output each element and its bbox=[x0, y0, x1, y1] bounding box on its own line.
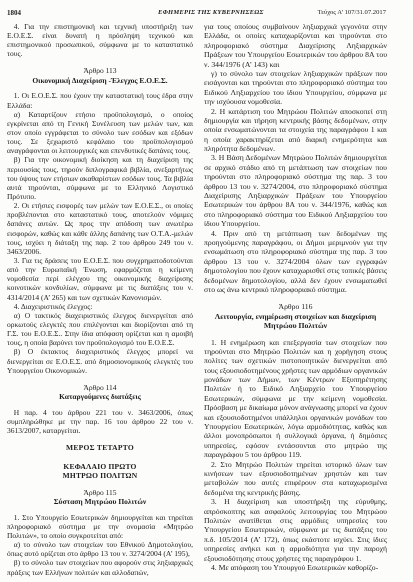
chapter-title: ΜΗΤΡΩΟ ΠΟΛΙΤΩΝ bbox=[62, 470, 138, 480]
article-116-paragraph: 4. Με απόφαση του Υπουργού Εσωτερικών καθορίζο- bbox=[210, 562, 379, 572]
article-115-paragraph: 4. Πριν από τη μετάπτωση των δεδομένων της προηγούμενης παραγράφου, οι Δήμοι μεριμνούν για την ενσωμάτωση στο πληροφοριακό σύστημα της παρ. 3 του άρθρου 13 του ν. 3274/2004 όλων των εγγραφών δημοτολογίου που έχουν καταχωρισθεί στις τοπικές βάσεις δεδομένων δημοτολογίου, αλλά δεν έχουν ενσωματωθεί στο ως άνω κεντρικό πληροφοριακό σύστημα. bbox=[204, 228, 387, 294]
part-heading: ΜΕΡΟΣ ΤΕΤΑΡΤΟ bbox=[65, 443, 135, 453]
article-title: Λειτουργία, ενημέρωση στοιχείων και διαχείριση Μητρώου Πολιτών bbox=[214, 311, 377, 331]
issue-reference: Τεύχος Α’ 107/31.07.2017 bbox=[317, 9, 386, 16]
article-115-paragraph: α) το σύνολο των στοιχείων του Εθνικού Δημοτολογίου, όπως αυτό ορίζεται στο άρθρο 13 του ν. 3274/2004 (Α’ 195), bbox=[7, 540, 193, 559]
article-116-paragraph: 2. Στο Μητρώο Πολιτών τηρείται ιστορικό όλων των κινήσεων των εξουσιοδοτημένων χρηστών και των μεταβολών που αυτές επιφέρουν στα καταχωρισμένα δεδομένα της κεντρικής βάσης. bbox=[204, 459, 387, 497]
article-number: Άρθρο 113 bbox=[83, 66, 117, 76]
article-115-paragraph: 1. Στο Υπουργείο Εσωτερικών δημιουργείται και τηρείται πληροφοριακό σύστημα με την ονομασία «Μητρώο Πολιτών», το οποίο συγκροτείται από: bbox=[7, 512, 193, 541]
article-title: Σύσταση Μητρώου Πολιτών bbox=[53, 496, 147, 506]
chapter-heading: ΚΕΦΑΛΑΙΟ ΠΡΩΤΟ bbox=[63, 461, 137, 471]
article-113-paragraph: α) Ο τακτικός διαχειριστικός έλεγχος διενεργείται από ορκωτούς ελεγκτές που επιλέγονται και διορίζονται από τη Γ.Σ. του Ε.Ο.Ε.Σ.. Στην ίδια απόφαση ορίζεται και η αμοιβή τους, η οποία βαρύνει τον προϋπολογισμό του Ε.Ο.Ε.Σ. bbox=[7, 310, 193, 348]
paragraph: 4. Για την επιστημονική και τεχνική υποστήριξη των Ε.Ο.Ε.Σ. είναι δυνατή η πρόσληψη τεχνικού και επιστημονικού προσωπικού, σύμφωνα με το καταστατικό τους. bbox=[7, 22, 193, 59]
gazette-title: ΕΦΗΜΕΡΙΣ ΤΗΣ ΚΥΒΕΡΝΗΣΕΩΣ bbox=[158, 9, 264, 16]
article-114-paragraph: Η παρ. 4 του άρθρου 221 του ν. 3463/2006, όπως συμπληρώθηκε με την παρ. 16 του άρθρου 22 του ν. 3613/2007, καταργείται. bbox=[7, 407, 193, 436]
article-115-paragraph: 3. Η Βάση Δεδομένων Μητρώου Πολιτών δημιουργείται σε αρχικό στάδιο από τη μετάπτωση των στοιχείων που τηρούνται στο πληροφοριακό σύστημα της παρ. 3 του άρθρου 13 του ν. 3274/2004, στο πληροφοριακό σύστημα Διαχείρισης Ληξιαρχικών Πράξεων του Υπουργείου Εσωτερικών του άρθρου 8Α του ν. 344/1976, καθώς και στο πληροφοριακό σύστημα του Ειδικού Ληξιαρχείου του ίδιου Υπουργείου. bbox=[204, 153, 387, 229]
article-number: Άρθρο 116 bbox=[278, 302, 313, 312]
article-113-paragraph: α) Καταρτίζουν ετήσιο προϋπολογισμό, ο οποίος εγκρίνεται από τη Γενική Συνέλευση των μελών των, και στον οποίο εγγράφεται το σύνολο των εσόδων και εξόδων τους. Σε ξεχωριστό κεφάλαιο του προϋπολογισμού αναγράφονται οι λειτουργικές και επενδυτικές δαπάνες τους. bbox=[7, 109, 193, 156]
article-title: Οικονομική Διαχείριση -Έλεγχος Ε.Ο.Ε.Σ. bbox=[32, 75, 168, 85]
article-115-paragraph: γ) το σύνολο των στοιχείων ληξιαρχικών πράξεων που εισάγονται και τηρούνται στο πληροφοριακό σύστημα του Ειδικού Ληξιαρχείου του ίδιου Υπουργείου, σύμφωνα με την ισχύουσα νομοθεσία. bbox=[204, 68, 387, 107]
left-column bbox=[7, 22, 193, 577]
article-113-paragraph: 1. Οι Ε.Ο.Ε.Σ. που έχουν την καταστατική τους έδρα στην Ελλάδα: bbox=[7, 91, 193, 110]
article-115-paragraph: β) το σύνολο των στοιχείων που αφορούν στις ληξιαρχικές πράξεις των Ελλήνων πολιτών και αλλοδαπών, bbox=[7, 558, 193, 577]
article-113-paragraph: 4. Διαχειριστικός έλεγχος: bbox=[13, 301, 93, 311]
article-116-paragraph: 3. Η διαχείριση και υποστήριξη της εύρυθμης, απρόσκοπτης και ασφαλούς λειτουργίας του Μητρώου Πολιτών ανατίθεται στις αρμόδιες υπηρεσίες του Υπουργείου Εσωτερικών, σύμφωνα με τις διατάξεις του π.δ. 105/2014 (Α’ 172), όπως εκάστοτε ισχύει. Στις ίδιες υπηρεσίες ανήκει και η αρμοδιότητα για την παροχή εξουσιοδότησης στους χρήστες της παραγράφου 1. bbox=[204, 497, 387, 563]
article-116-paragraph: 1. Η ενημέρωση και επεξεργασία των στοιχείων που τηρούνται στο Μητρώο Πολιτών και η χορήγηση στους πολίτες των σχετικών πιστοποιητικών διενεργείται από τους εξουσιοδοτημένους χρήστες των αρμόδιων οργανικών μονάδων των Δήμων, των Κέντρων Εξυπηρέτησης Πολιτών ή το Ειδικό Ληξιαρχείο του Υπουργείου Εσωτερικών, σύμφωνα με την κείμενη νομοθεσία. Πρόσβαση με δικαίωμα μόνον ανάγνωσης μπορεί να έχουν και εξουσιοδοτημένοι υπάλληλοι οργανικών μονάδων του Υπουργείου Εσωτερικών, λόγω αρμοδιότητας, καθώς και άλλοι μονοπρόσωποι ή συλλογικά όργανα, ή δημόσιες υπηρεσίες, εφόσον εντάσσονται στο μητρώο της παραγράφου 5 του άρθρου 119. bbox=[204, 337, 387, 460]
article-number: Άρθρο 114 bbox=[83, 382, 117, 392]
article-113-paragraph: 3. Για τις δράσεις του Ε.Ο.Ε.Σ. που συγχρηματοδοτούνται από την Ευρωπαϊκή Ένωση, εφαρμόζεται η κείμενη νομοθεσία περί ελέγχου της οικονομικής διαχείρισης κοινοτικών κονδυλίων, σύμφωνα με τις διατάξεις του ν. 4314/2014 (Α’ 265) και των σχετικών Κανονισμών. bbox=[7, 256, 193, 302]
page-number: 1804 bbox=[7, 9, 21, 17]
article-115-paragraph: 2. Η κατάρτιση του Μητρώου Πολιτών αποσκοπεί στη δημιουργία και τήρηση κεντρικής βάσης δεδομένων, στην οποία ενσωματώνονται τα στοιχεία της παραγράφου 1 και η οποία χαρακτηρίζεται από διαρκή ενημερότητα και πληρότητα δεδομένων. bbox=[204, 106, 387, 154]
article-title: Καταργούμενες διατάξεις bbox=[59, 391, 141, 401]
article-113-paragraph: 2. Οι ετήσιες εισφορές των μελών των Ε.Ο.Ε.Σ., οι οποίες προβλέπονται στο καταστατικό τους, αποτελούν νόμιμες δαπάνες αυτών. Ως προς την απόδοση των ανωτέρω εισφορών, καθώς και κάθε άλλης δαπάνης των Ο.Τ.Α.-μελών τους, ισχύει η διάταξη της παρ. 2 του άρθρου 249 του ν. 3463/2006. bbox=[7, 201, 193, 256]
right-column bbox=[204, 22, 387, 577]
article-number: Άρθρο 115 bbox=[83, 487, 117, 497]
article-115-continuation: για τους οποίους συμβαίνουν ληξιαρχικά γεγονότα στην Ελλάδα, οι οποίες καταχωρίζονται και τηρούνται στο πληροφοριακό σύστημα Διαχείρισης Ληξιαρχικών Πράξεων του Υπουργείου Εσωτερικών του άρθρου 8Α του ν. 344/1976 (Α’ 143) και bbox=[204, 22, 387, 69]
article-113-paragraph: β) Για την οικονομική διοίκηση και τη διαχείριση της περιουσίας τους, τηρούν διπλογραφικά βιβλία, ανεξαρτήτως του ύψους των ετήσιων ακαθαρίστων εσόδων τους. Τα βιβλία αυτά τηρούνται, σύμφωνα με το Ελληνικό Λογιστικό Πρότυπο. bbox=[7, 155, 193, 202]
article-113-paragraph: β) Ο έκτακτος διαχειριστικός έλεγχος μπορεί να διενεργείται σε Ε.Ο.Ε.Σ. από δημοσιονομικούς ελεγκτές του Υπουργείου Οικονομικών. bbox=[7, 347, 193, 375]
